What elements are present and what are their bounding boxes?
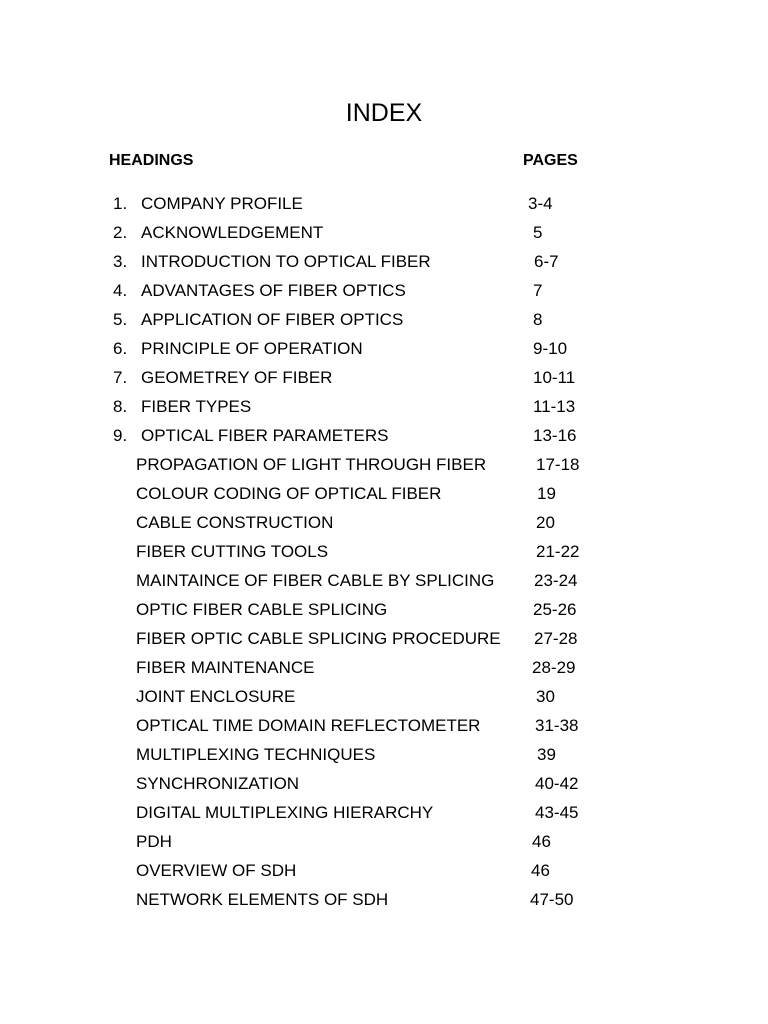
entry-page-range: 47-50 bbox=[530, 890, 574, 909]
index-entry bbox=[0, 831, 768, 860]
entry-page-range: 40-42 bbox=[535, 774, 579, 793]
index-entry bbox=[0, 251, 768, 280]
index-entry bbox=[0, 773, 768, 802]
pages-column-header: PAGES bbox=[523, 152, 578, 169]
entry-heading: PDH bbox=[136, 832, 172, 851]
index-entry bbox=[0, 744, 768, 773]
entry-number: 5. bbox=[113, 310, 128, 329]
index-entry bbox=[0, 715, 768, 744]
entry-heading: FIBER MAINTENANCE bbox=[136, 658, 315, 677]
index-entry bbox=[0, 454, 768, 483]
entry-heading: ACKNOWLEDGEMENT bbox=[141, 223, 324, 242]
entry-page-range: 31-38 bbox=[535, 716, 579, 735]
entry-page-range: 10-11 bbox=[533, 368, 576, 387]
entry-page-range: 27-28 bbox=[534, 629, 578, 648]
index-entry bbox=[0, 599, 768, 628]
index-entry bbox=[0, 860, 768, 889]
entry-heading: APPLICATION OF FIBER OPTICS bbox=[141, 310, 404, 329]
entry-heading: OVERVIEW OF SDH bbox=[136, 861, 297, 880]
entry-page-range: 11-13 bbox=[533, 397, 576, 416]
entry-number: 2. bbox=[113, 223, 128, 242]
entry-heading: ADVANTAGES OF FIBER OPTICS bbox=[141, 281, 406, 300]
page-title: INDEX bbox=[345, 99, 423, 127]
entry-page-range: 17-18 bbox=[536, 455, 580, 474]
index-entry bbox=[0, 338, 768, 367]
entry-page-range: 5 bbox=[533, 223, 543, 242]
entry-heading: OPTIC FIBER CABLE SPLICING bbox=[136, 600, 388, 619]
headings-column-header: HEADINGS bbox=[109, 152, 194, 169]
entry-page-range: 3-4 bbox=[528, 194, 553, 213]
index-entry bbox=[0, 396, 768, 425]
entry-heading: JOINT ENCLOSURE bbox=[136, 687, 296, 706]
index-entry bbox=[0, 222, 768, 251]
entry-heading: FIBER CUTTING TOOLS bbox=[136, 542, 329, 561]
entry-number: 7. bbox=[113, 368, 128, 387]
index-entry bbox=[0, 193, 768, 222]
entry-heading: GEOMETREY OF FIBER bbox=[141, 368, 333, 387]
index-entry bbox=[0, 802, 768, 831]
entry-page-range: 46 bbox=[532, 832, 551, 851]
entry-number: 8. bbox=[113, 397, 128, 416]
entry-number: 3. bbox=[113, 252, 128, 271]
index-entry bbox=[0, 367, 768, 396]
index-entry bbox=[0, 657, 768, 686]
entry-heading: INTRODUCTION TO OPTICAL FIBER bbox=[141, 252, 431, 271]
entry-heading: PRINCIPLE OF OPERATION bbox=[141, 339, 363, 358]
entry-page-range: 23-24 bbox=[534, 571, 578, 590]
entry-page-range: 46 bbox=[531, 861, 550, 880]
entry-page-range: 6-7 bbox=[534, 252, 559, 271]
entry-heading: DIGITAL MULTIPLEXING HIERARCHY bbox=[136, 803, 434, 822]
entry-heading: PROPAGATION OF LIGHT THROUGH FIBER bbox=[136, 455, 487, 474]
index-entry bbox=[0, 889, 768, 918]
entry-heading: MAINTAINCE OF FIBER CABLE BY SPLICING bbox=[136, 571, 495, 590]
index-entry bbox=[0, 570, 768, 599]
index-entry bbox=[0, 280, 768, 309]
entry-page-range: 43-45 bbox=[535, 803, 579, 822]
entry-page-range: 8 bbox=[533, 310, 543, 329]
entry-heading: CABLE CONSTRUCTION bbox=[136, 513, 334, 532]
entry-heading: FIBER TYPES bbox=[141, 397, 252, 416]
entry-heading: OPTICAL TIME DOMAIN REFLECTOMETER bbox=[136, 716, 481, 735]
index-entry bbox=[0, 309, 768, 338]
entry-number: 9. bbox=[113, 426, 128, 445]
entry-page-range: 20 bbox=[536, 513, 555, 532]
entry-heading: FIBER OPTIC CABLE SPLICING PROCEDURE bbox=[136, 629, 501, 648]
entry-heading: MULTIPLEXING TECHNIQUES bbox=[136, 745, 376, 764]
index-list bbox=[0, 193, 768, 918]
index-entry bbox=[0, 541, 768, 570]
entry-page-range: 21-22 bbox=[536, 542, 580, 561]
entry-page-range: 30 bbox=[536, 687, 555, 706]
entry-heading: COLOUR CODING OF OPTICAL FIBER bbox=[136, 484, 442, 503]
index-entry bbox=[0, 686, 768, 715]
index-entry bbox=[0, 628, 768, 657]
entry-number: 1. bbox=[113, 194, 128, 213]
entry-page-range: 25-26 bbox=[533, 600, 577, 619]
entry-heading: SYNCHRONIZATION bbox=[136, 774, 300, 793]
index-entry bbox=[0, 425, 768, 454]
entry-heading: NETWORK ELEMENTS OF SDH bbox=[136, 890, 389, 909]
entry-page-range: 9-10 bbox=[533, 339, 568, 358]
index-entry bbox=[0, 512, 768, 541]
entry-page-range: 7 bbox=[533, 281, 543, 300]
entry-page-range: 19 bbox=[537, 484, 556, 503]
entry-page-range: 39 bbox=[537, 745, 556, 764]
index-entry bbox=[0, 483, 768, 512]
entry-number: 6. bbox=[113, 339, 128, 358]
entry-page-range: 13-16 bbox=[533, 426, 577, 445]
entry-heading: OPTICAL FIBER PARAMETERS bbox=[141, 426, 389, 445]
entry-number: 4. bbox=[113, 281, 128, 300]
entry-heading: COMPANY PROFILE bbox=[141, 194, 303, 213]
entry-page-range: 28-29 bbox=[532, 658, 576, 677]
